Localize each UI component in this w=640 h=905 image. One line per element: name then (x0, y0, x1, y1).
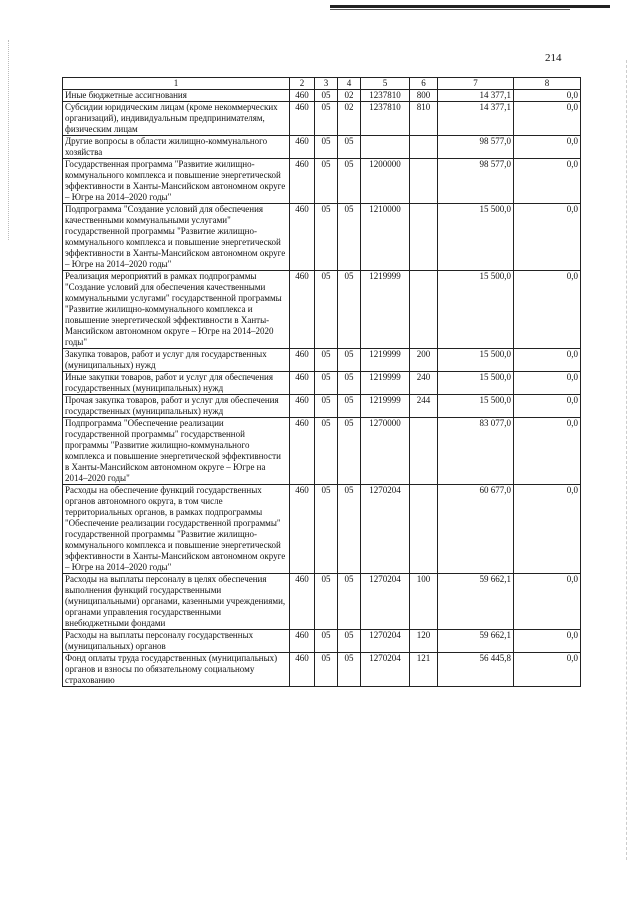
header-cell: 1 (63, 78, 290, 90)
cell-subsection: 05 (338, 349, 361, 372)
cell-target: 1237810 (361, 90, 410, 102)
table-row (63, 102, 581, 136)
cell-amount-2: 0,0 (514, 204, 581, 271)
cell-amount: 60 677,0 (438, 485, 514, 574)
cell-section: 05 (315, 395, 338, 418)
cell-subsection: 05 (338, 372, 361, 395)
table-row (63, 372, 581, 395)
cell-type: 800 (410, 90, 438, 102)
cell-amount-2: 0,0 (514, 418, 581, 485)
cell-subsection: 05 (338, 485, 361, 574)
cell-amount: 59 662,1 (438, 574, 514, 630)
cell-amount-2: 0,0 (514, 653, 581, 687)
row-name: Другие вопросы в области жилищно-коммунального хозяйства (63, 136, 290, 159)
cell-type: 120 (410, 630, 438, 653)
header-cell: 6 (410, 78, 438, 90)
cell-amount-2: 0,0 (514, 574, 581, 630)
cell-amount: 98 577,0 (438, 136, 514, 159)
cell-type: 121 (410, 653, 438, 687)
row-name: Фонд оплаты труда государственных (муниципальных) органов и взносы по обязательному социальному страхованию (63, 653, 290, 687)
cell-amount-2: 0,0 (514, 271, 581, 349)
cell-amount: 15 500,0 (438, 349, 514, 372)
cell-section: 05 (315, 102, 338, 136)
cell-target: 1210000 (361, 204, 410, 271)
row-name: Субсидии юридическим лицам (кроме некоммерческих организаций), индивидуальным предпринимателям, физическим лицам (63, 102, 290, 136)
table-row (63, 630, 581, 653)
cell-amount-2: 0,0 (514, 136, 581, 159)
cell-subsection: 05 (338, 418, 361, 485)
table-row (63, 574, 581, 630)
table-row (63, 485, 581, 574)
cell-subsection: 05 (338, 204, 361, 271)
cell-amount-2: 0,0 (514, 90, 581, 102)
cell-section: 05 (315, 159, 338, 204)
cell-target: 1270204 (361, 485, 410, 574)
cell-amount-2: 0,0 (514, 630, 581, 653)
cell-type (410, 485, 438, 574)
header-cell: 5 (361, 78, 410, 90)
cell-section: 05 (315, 485, 338, 574)
table-row (63, 204, 581, 271)
cell-target: 1200000 (361, 159, 410, 204)
row-name: Прочая закупка товаров, работ и услуг для обеспечения государственных (муниципальных) нужд (63, 395, 290, 418)
cell-ministry: 460 (290, 90, 315, 102)
cell-subsection: 05 (338, 136, 361, 159)
row-name: Государственная программа "Развитие жилищно-коммунального комплекса и повышение энергетической эффективности в Ханты-Мансийском автономном округе – Югре на 2014–2020 годы" (63, 159, 290, 204)
cell-type (410, 271, 438, 349)
row-name: Расходы на обеспечение функций государственных органов автономного округа, в том числе территориальных органов, в рамках подпрограммы "Обеспечение реализации государственной программы" государственной программы "Развитие жилищно-коммунального комплекса и повышение энергетической эффективности в Ханты-Мансийском автономном округе – Югре на 2014–2020 годы" (63, 485, 290, 574)
cell-amount: 56 445,8 (438, 653, 514, 687)
row-name: Иные закупки товаров, работ и услуг для обеспечения государственных (муниципальных) нужд (63, 372, 290, 395)
header-cell: 7 (438, 78, 514, 90)
cell-section: 05 (315, 574, 338, 630)
cell-amount-2: 0,0 (514, 395, 581, 418)
right-margin-marks (626, 60, 628, 860)
cell-section: 05 (315, 418, 338, 485)
cell-target (361, 136, 410, 159)
cell-amount-2: 0,0 (514, 349, 581, 372)
table-row (63, 418, 581, 485)
table-row (63, 349, 581, 372)
cell-type: 810 (410, 102, 438, 136)
row-name: Подпрограмма "Обеспечение реализации государственной программы" государственной программы "Развитие жилищно-коммунального комплекса и повышение энергетической эффективности в Ханты-Мансийском автономном округе – Югре на 2014–2020 годы" (63, 418, 290, 485)
cell-target: 1219999 (361, 349, 410, 372)
table-row (63, 90, 581, 102)
cell-type (410, 418, 438, 485)
cell-ministry: 460 (290, 349, 315, 372)
cell-section: 05 (315, 136, 338, 159)
cell-subsection: 05 (338, 395, 361, 418)
cell-amount: 15 500,0 (438, 204, 514, 271)
cell-subsection: 05 (338, 159, 361, 204)
cell-type: 240 (410, 372, 438, 395)
cell-type (410, 204, 438, 271)
cell-subsection: 05 (338, 630, 361, 653)
cell-subsection: 05 (338, 271, 361, 349)
cell-target: 1219999 (361, 372, 410, 395)
cell-ministry: 460 (290, 159, 315, 204)
cell-amount: 98 577,0 (438, 159, 514, 204)
header-rule (330, 5, 610, 8)
cell-ministry: 460 (290, 204, 315, 271)
left-margin-marks (8, 40, 10, 240)
cell-subsection: 02 (338, 102, 361, 136)
header-cell: 2 (290, 78, 315, 90)
cell-amount: 14 377,1 (438, 102, 514, 136)
cell-type (410, 136, 438, 159)
cell-section: 05 (315, 372, 338, 395)
cell-amount: 14 377,1 (438, 90, 514, 102)
cell-type (410, 159, 438, 204)
header-cell: 8 (514, 78, 581, 90)
cell-type: 244 (410, 395, 438, 418)
cell-target: 1270000 (361, 418, 410, 485)
cell-type: 200 (410, 349, 438, 372)
cell-ministry: 460 (290, 485, 315, 574)
cell-section: 05 (315, 653, 338, 687)
cell-amount-2: 0,0 (514, 372, 581, 395)
row-name: Закупка товаров, работ и услуг для государственных (муниципальных) нужд (63, 349, 290, 372)
cell-subsection: 02 (338, 90, 361, 102)
cell-amount: 83 077,0 (438, 418, 514, 485)
table-row (63, 136, 581, 159)
row-name: Подпрограмма "Создание условий для обеспечения качественными коммунальными услугами" государственной программы "Развитие жилищно-коммунального комплекса и повышение энергетической эффективности в Ханты-Мансийском автономном округе – Югре на 2014–2020 годы" (63, 204, 290, 271)
header-cell: 3 (315, 78, 338, 90)
table-row (63, 653, 581, 687)
cell-ministry: 460 (290, 653, 315, 687)
cell-ministry: 460 (290, 418, 315, 485)
table-row (63, 395, 581, 418)
cell-ministry: 460 (290, 271, 315, 349)
cell-target: 1219999 (361, 271, 410, 349)
table-row (63, 159, 581, 204)
table-row (63, 271, 581, 349)
cell-section: 05 (315, 349, 338, 372)
cell-type: 100 (410, 574, 438, 630)
cell-subsection: 05 (338, 574, 361, 630)
header-row (63, 78, 581, 90)
cell-section: 05 (315, 204, 338, 271)
cell-section: 05 (315, 90, 338, 102)
cell-target: 1219999 (361, 395, 410, 418)
cell-ministry: 460 (290, 395, 315, 418)
header-rule-thin (330, 9, 570, 10)
cell-amount: 15 500,0 (438, 372, 514, 395)
page-number: 214 (545, 52, 562, 64)
cell-amount-2: 0,0 (514, 159, 581, 204)
cell-target: 1270204 (361, 653, 410, 687)
row-name: Реализация мероприятий в рамках подпрограммы "Создание условий для обеспечения качественными коммунальными услугами" государственной программы "Развитие жилищно-коммунального комплекса и повышение энергетической эффективности в Ханты-Мансийском автономном округе – Югре на 2014–2020 годы" (63, 271, 290, 349)
cell-target: 1237810 (361, 102, 410, 136)
row-name: Иные бюджетные ассигнования (63, 90, 290, 102)
cell-ministry: 460 (290, 630, 315, 653)
cell-ministry: 460 (290, 574, 315, 630)
cell-subsection: 05 (338, 653, 361, 687)
row-name: Расходы на выплаты персоналу в целях обеспечения выполнения функций государственными (муниципальными) органами, казенными учреждениями, органами управления государственными внебюджетными фондами (63, 574, 290, 630)
cell-amount: 15 500,0 (438, 395, 514, 418)
cell-amount: 59 662,1 (438, 630, 514, 653)
cell-section: 05 (315, 271, 338, 349)
cell-amount-2: 0,0 (514, 102, 581, 136)
cell-target: 1270204 (361, 574, 410, 630)
row-name: Расходы на выплаты персоналу государственных (муниципальных) органов (63, 630, 290, 653)
cell-ministry: 460 (290, 136, 315, 159)
budget-table (62, 77, 581, 687)
cell-target: 1270204 (361, 630, 410, 653)
cell-ministry: 460 (290, 372, 315, 395)
cell-amount: 15 500,0 (438, 271, 514, 349)
cell-section: 05 (315, 630, 338, 653)
cell-ministry: 460 (290, 102, 315, 136)
header-cell: 4 (338, 78, 361, 90)
cell-amount-2: 0,0 (514, 485, 581, 574)
